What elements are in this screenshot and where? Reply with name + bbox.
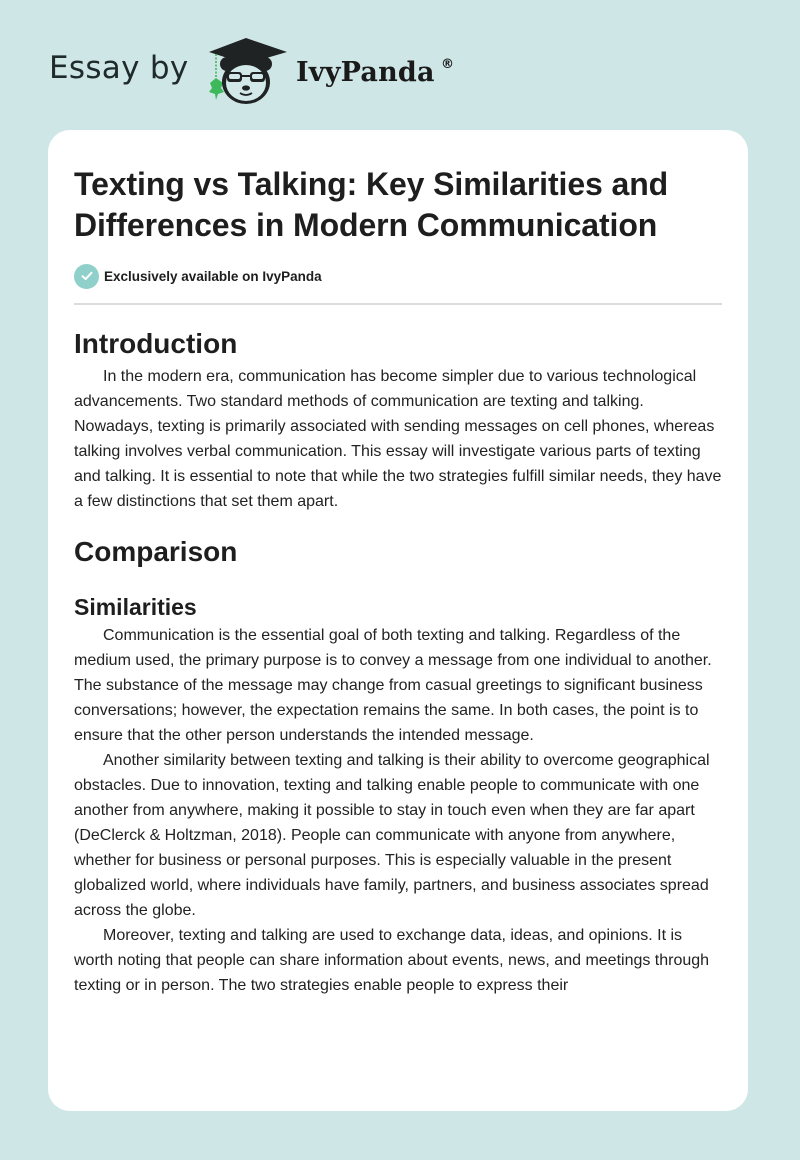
title-divider: [74, 303, 722, 305]
paragraph: Communication is the essential goal of both texting and talking. Regardless of the medium used, the primary purpose is to convey a message from one individual to another. The substance of the message may change from casual greetings to significant business conversations; however, the expectation remains the same. In both cases, the point is to ensure that the other person understands the intended message.: [74, 627, 712, 744]
registered-mark: ®: [441, 57, 454, 72]
paragraph: Moreover, texting and talking are used to exchange data, ideas, and opinions. It is worth noting that people can share information about events, news, and meetings through texting or in person. The two strategies enable people to express their: [74, 927, 710, 994]
exclusive-label: Exclusively available on IvyPanda: [104, 268, 322, 284]
section-heading-introduction: Introduction: [74, 328, 238, 359]
brand-name[interactable]: IvyPanda: [296, 57, 435, 88]
essay-body: [74, 324, 722, 998]
site-header: [0, 0, 800, 130]
subsection-heading-similarities: Similarities: [74, 594, 197, 620]
essay-title: Texting vs Talking: Key Similarities and Differences in Modern Communication: [74, 166, 669, 243]
brand-prefix: Essay by: [49, 50, 189, 86]
essay-card: [48, 130, 748, 1111]
check-circle-icon: [74, 264, 99, 289]
panda-graduate-logo-icon[interactable]: [203, 36, 289, 108]
paragraph: Another similarity between texting and talking is their ability to overcome geographical obstacles. Due to innovation, texting and talking enable people to communicate with one another from anywhere, making it possible to stay in touch even when they are far apart (DeClerck & Holtzman, 2018). People can communicate with anyone from anywhere, whether for business or personal purposes. This is especially valuable in the present globalized world, where individuals have family, partners, and business associates spread across the globe.: [74, 752, 710, 919]
paragraph: In the modern era, communication has become simpler due to various technological advancements. Two standard methods of communication are texting and talking. Nowadays, texting is primarily associated with sending messages on cell phones, whereas talking involves verbal communication. This essay will investigate various parts of texting and talking. It is essential to note that while the two strategies fulfill similar needs, they have a few distinctions that set them apart.: [74, 368, 722, 510]
section-heading-comparison: Comparison: [74, 536, 238, 567]
exclusive-badge: [74, 263, 322, 289]
